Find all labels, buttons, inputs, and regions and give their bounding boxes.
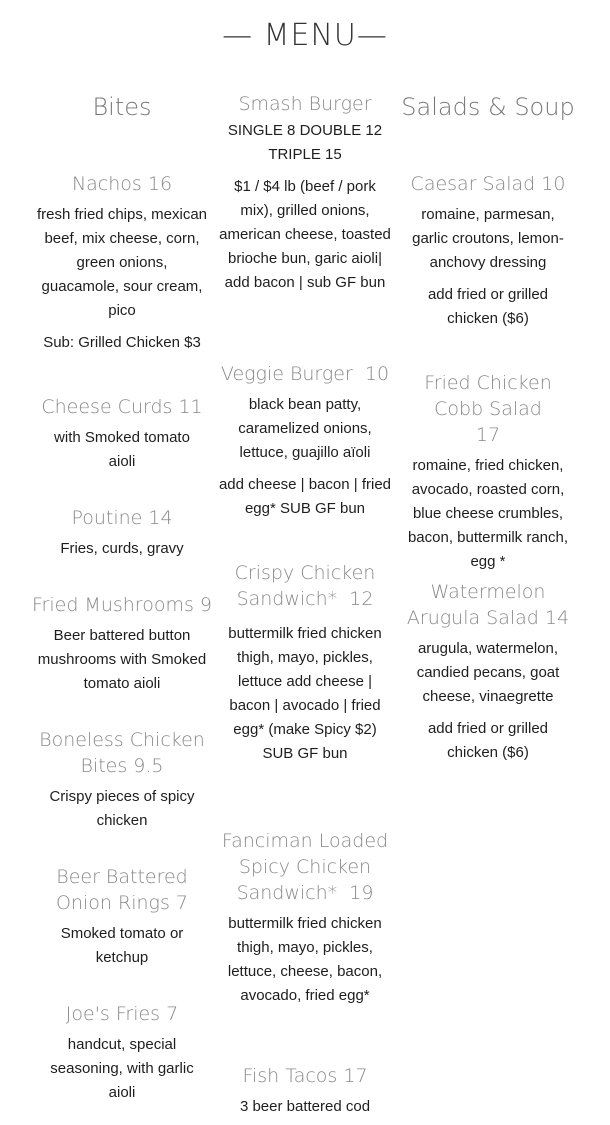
item-description: with Smoked tomato aioli xyxy=(54,429,190,470)
menu-item-cheese-curds xyxy=(30,394,214,474)
item-description: fresh fried chips, mexican beef, mix cheese, corn, green onions, guacamole, sour cream, pico xyxy=(36,206,208,319)
item-size-pricing: SINGLE 8 DOUBLE 12 TRIPLE 15 xyxy=(227,122,383,163)
item-title: Nachos 16 xyxy=(71,173,173,195)
item-description: 3 beer battered cod xyxy=(239,1098,371,1115)
menu-item-onion-rings xyxy=(30,864,214,970)
menu-item-fanciman-loaded-sandwich xyxy=(218,828,395,1008)
item-title: Fish Tacos 17 xyxy=(242,1065,368,1087)
item-note: Sub: Grilled Chicken $3 xyxy=(43,334,201,351)
item-title: Fried Mushrooms 9 xyxy=(32,594,212,616)
menu-item-fish-tacos xyxy=(218,1063,392,1119)
menu-item-nachos xyxy=(30,171,214,355)
burgers-column xyxy=(218,0,395,1125)
item-description: black bean patty, caramelized onions, lettuce, guajillo aïoli xyxy=(238,396,372,461)
menu-item-crispy-chicken-sandwich xyxy=(218,560,392,766)
salads-heading: Salads & Soup xyxy=(401,93,575,121)
item-description: $1 / $4 lb (beef / pork mix), grilled onions, american cheese, toasted brioche bun, garic aioli| add bacon | sub GF bun xyxy=(219,178,391,291)
item-title: Smash Burger xyxy=(238,93,372,115)
menu-item-joes-fries xyxy=(30,1001,214,1105)
menu-title: — MENU— xyxy=(222,18,388,53)
bites-column xyxy=(30,0,214,1125)
item-title: Veggie Burger 10 xyxy=(220,363,390,385)
item-title: Beer Battered Onion Rings 7 xyxy=(56,866,188,914)
item-description: arugula, watermelon, candied pecans, goat cheese, vinaegrette xyxy=(416,640,560,705)
menu-item-fried-mushrooms xyxy=(30,592,214,696)
item-title: Boneless Chicken Bites 9.5 xyxy=(39,729,205,777)
menu-item-watermelon-salad xyxy=(402,579,574,765)
item-title: Fanciman Loaded Spicy Chicken Sandwich* 19 xyxy=(221,830,395,904)
item-description: buttermilk fried chicken thigh, mayo, pickles, lettuce, cheese, bacon, avocado, fried egg* xyxy=(227,915,383,1004)
item-note: add fried or grilled chicken ($6) xyxy=(427,720,549,761)
menu-item-boneless-chicken-bites xyxy=(30,727,214,833)
item-title: Caesar Salad 10 xyxy=(410,173,566,195)
menu-item-caesar-salad xyxy=(402,171,574,331)
item-description: romaine, parmesan, garlic croutons, lemon-anchovy dressing xyxy=(412,206,564,271)
item-description: Crispy pieces of spicy chicken xyxy=(49,788,195,829)
menu-item-poutine xyxy=(30,505,214,561)
salads-column xyxy=(402,0,574,1125)
item-note: add fried or grilled chicken ($6) xyxy=(427,286,549,327)
item-description: Smoked tomato or ketchup xyxy=(60,925,184,966)
bites-heading: Bites xyxy=(92,93,152,121)
item-description: romaine, fried chicken, avocado, roasted corn, blue cheese crumbles, bacon, buttermilk ranch, egg * xyxy=(407,457,569,570)
item-description: handcut, special seasoning, with garlic aioli xyxy=(50,1036,194,1101)
item-title: Joe's Fries 7 xyxy=(65,1003,179,1025)
item-title: Crispy Chicken Sandwich* 12 xyxy=(234,562,382,610)
item-description: buttermilk fried chicken thigh, mayo, pickles, lettuce add cheese | bacon | avocado | fried egg* (make Spicy $2) SUB GF bun xyxy=(228,625,382,762)
menu-item-veggie-burger xyxy=(218,361,392,521)
item-title: Poutine 14 xyxy=(71,507,173,529)
item-title: Fried Chicken Cobb Salad 17 xyxy=(424,372,552,446)
item-title: Watermelon Arugula Salad 14 xyxy=(406,581,570,629)
item-description: Fries, curds, gravy xyxy=(60,540,184,557)
item-description: Beer battered button mushrooms with Smoked tomato aioli xyxy=(37,627,207,692)
menu-item-smash-burger xyxy=(218,91,392,295)
item-note: add cheese | bacon | fried egg* SUB GF bun xyxy=(218,476,392,517)
menu-item-cobb-salad xyxy=(402,370,574,574)
item-title: Cheese Curds 11 xyxy=(41,396,203,418)
